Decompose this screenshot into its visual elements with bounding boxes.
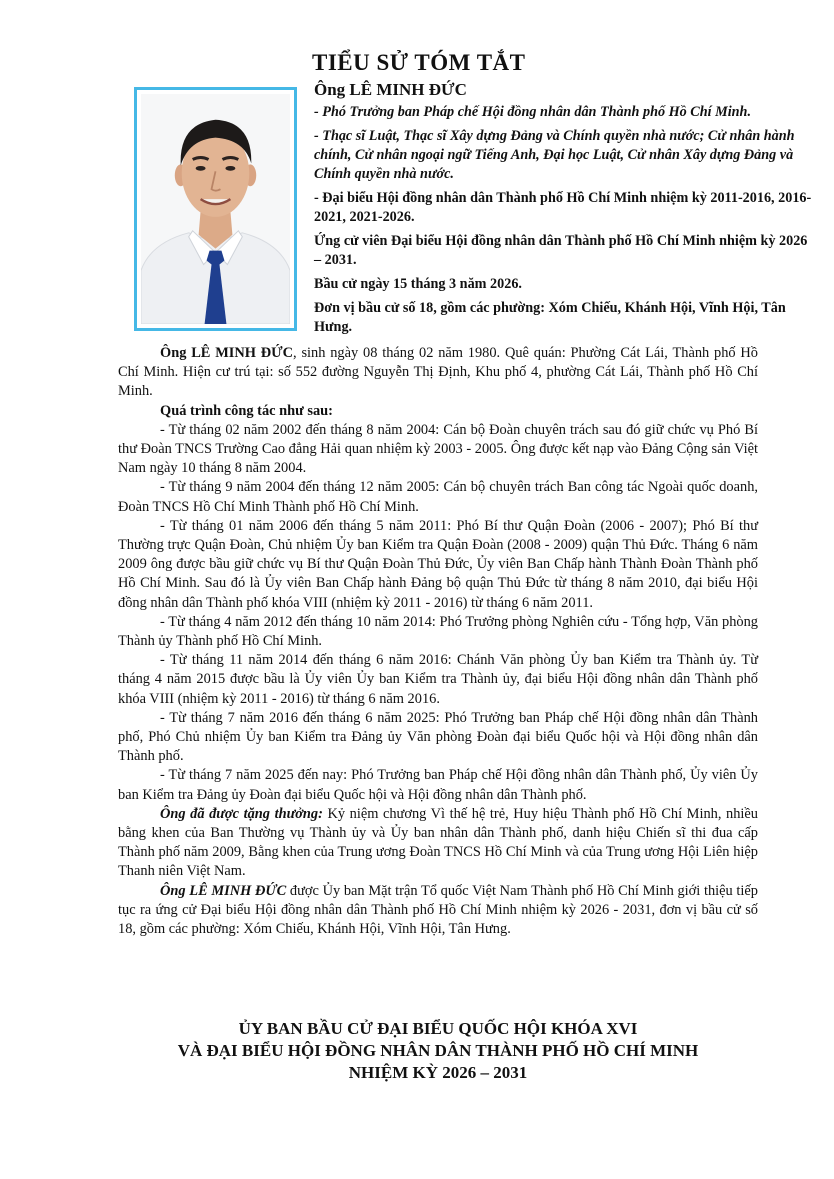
career-item: - Từ tháng 11 năm 2014 đến tháng 6 năm 2016: Chánh Văn phòng Ủy ban Kiểm tra Thành ủy. Từ tháng 4 năm 2015 được bầu là Ủy viên Ủy ban Kiểm tra Thành ủy, đại biểu Hội đồng nhân dân Thành phố khóa VIII (nhiệm kỳ 2011 - 2016) từ tháng 6 năm 2016. — [118, 652, 758, 707]
portrait-illustration — [141, 94, 290, 324]
awards-paragraph — [118, 805, 758, 882]
career-item: - Từ tháng 7 năm 2025 đến nay: Phó Trưởng ban Pháp chế Hội đồng nhân dân Thành phố, Ủy viên Ủy ban Kiểm tra Đảng ủy Đoàn đại biểu Quốc hội và Hội đồng nhân dân Thành phố. — [118, 767, 758, 803]
committee-line: VÀ ĐẠI BIỂU HỘI ĐỒNG NHÂN DÂN THÀNH PHỐ HỒ CHÍ MINH — [177, 1041, 699, 1060]
career-item: - Từ tháng 9 năm 2004 đến tháng 12 năm 2005: Cán bộ chuyên trách Ban công tác Ngoài quốc doanh, Đoàn TNCS Hồ Chí Minh Thành phố Hồ Chí Minh. — [118, 479, 758, 515]
summary-line: Đơn vị bầu cử số 18, gồm các phường: Xóm Chiếu, Khánh Hội, Vĩnh Hội, Tân Hưng. — [314, 300, 786, 335]
summary-line: Ứng cử viên Đại biểu Hội đồng nhân dân Thành phố Hồ Chí Minh nhiệm kỳ 2026 – 2031. — [314, 233, 808, 268]
career-item: - Từ tháng 01 năm 2006 đến tháng 5 năm 2011: Phó Bí thư Quận Đoàn (2006 - 2007); Phó Bí thư Thường trực Quận Đoàn, Chủ nhiệm Ủy ban Kiểm tra Quận Đoàn (2008 - 2009) quận Thủ Đức. Tháng 6 năm 2009 ông được bầu giữ chức vụ Bí thư Quận Đoàn Thủ Đức, Ủy viên Ban Chấp hành Thành Đoàn Thành phố Hồ Chí Minh. Sau đó là Ủy viên Ban Chấp hành Đảng bộ quận Thủ Đức từ tháng 8 năm 2010, đại biểu Hội đồng nhân dân Thành phố khóa VIII (nhiệm kỳ 2011 - 2016) từ tháng 6 năm 2011. — [118, 517, 758, 611]
nomination-paragraph — [118, 882, 758, 940]
career-item: - Từ tháng 4 năm 2012 đến tháng 10 năm 2014: Phó Trưởng phòng Nghiên cứu - Tổng hợp, Văn phòng Thành ủy Thành phố Hồ Chí Minh. — [118, 613, 758, 650]
career-item: - Từ tháng 7 năm 2016 đến tháng 6 năm 2025: Phó Trưởng ban Pháp chế Hội đồng nhân dân Thành phố, Phó Chủ nhiệm Ủy ban Kiểm tra Đảng ủy Văn phòng Đoàn đại biểu Quốc hội và Hội đồng nhân dân Thành phố. — [118, 709, 758, 765]
nomination-name: Ông LÊ MINH ĐỨC — [160, 882, 287, 899]
intro-paragraph — [118, 344, 758, 402]
career-heading: Quá trình công tác như sau: — [160, 402, 333, 419]
intro-name: Ông LÊ MINH ĐỨC — [160, 345, 294, 361]
portrait-photo-frame — [134, 87, 297, 331]
summary-block — [314, 80, 814, 342]
committee-line: NHIỆM KỲ 2026 – 2031 — [348, 1063, 528, 1082]
summary-line: Bầu cử ngày 15 tháng 3 năm 2026. — [314, 276, 522, 292]
candidate-name: Ông LÊ MINH ĐỨC — [314, 80, 467, 99]
portrait-photo — [141, 94, 290, 324]
awards-text: Kỷ niệm chương Vì thế hệ trẻ, Huy hiệu Thành phố Hồ Chí Minh, nhiều bằng khen của Ban Thường vụ Thành ủy và Ủy ban nhân dân Thành phố, danh hiệu Chiến sĩ thi đua cấp Thành phố năm 2009, Bằng khen của Trung ương Đoàn TNCS Hồ Chí Minh và của Trung ương Hội Liên hiệp Thanh niên Việt Nam. — [118, 805, 758, 880]
biography-body — [118, 344, 758, 939]
summary-line: - Đại biểu Hội đồng nhân dân Thành phố Hồ Chí Minh nhiệm kỳ 2011-2016, 2016-2021, 2021-2026. — [314, 190, 812, 225]
awards-label: Ông đã được tặng thưởng: — [160, 805, 323, 822]
document-title: TIỂU SỬ TÓM TẮT — [312, 50, 526, 75]
intro-text: , sinh ngày 08 tháng 02 năm 1980. Quê quán: Phường Cát Lái, Thành phố Hồ Chí Minh. Hiện cư trú tại: số 552 đường Nguyễn Thị Định, Khu phố 4, phường Cát Lái, Thành phố Hồ Chí Minh. — [118, 345, 759, 400]
committee-line: ỦY BAN BẦU CỬ ĐẠI BIỂU QUỐC HỘI KHÓA XVI — [238, 1019, 638, 1038]
nomination-text: được Ủy ban Mặt trận Tổ quốc Việt Nam Thành phố Hồ Chí Minh giới thiệu tiếp tục ra ứng cử Đại biểu Hội đồng nhân dân Thành phố Hồ Chí Minh nhiệm kỳ 2026 - 2031, đơn vị bầu cử số 18, gồm các phường: Xóm Chiếu, Khánh Hội, Vĩnh Hội, Tân Hưng. — [118, 882, 758, 938]
summary-line: - Phó Trưởng ban Pháp chế Hội đồng nhân dân Thành phố Hồ Chí Minh. — [314, 104, 751, 120]
summary-line: - Thạc sĩ Luật, Thạc sĩ Xây dựng Đảng và Chính quyền nhà nước; Cử nhân hành chính, Cử nhân ngoại ngữ Tiếng Anh, Đại học Luật, Cử nhân Xây dựng Đảng và Chính quyền nhà nước. — [314, 128, 795, 182]
issuing-committee — [118, 1018, 758, 1084]
career-item: - Từ tháng 02 năm 2002 đến tháng 8 năm 2004: Cán bộ Đoàn chuyên trách sau đó giữ chức vụ Phó Bí thư Đoàn TNCS Trường Cao đẳng Hải quan nhiệm kỳ 2003 - 2005. Ông được kết nạp vào Đảng Cộng sản Việt Nam ngày 10 tháng 8 năm 2004. — [118, 421, 758, 477]
